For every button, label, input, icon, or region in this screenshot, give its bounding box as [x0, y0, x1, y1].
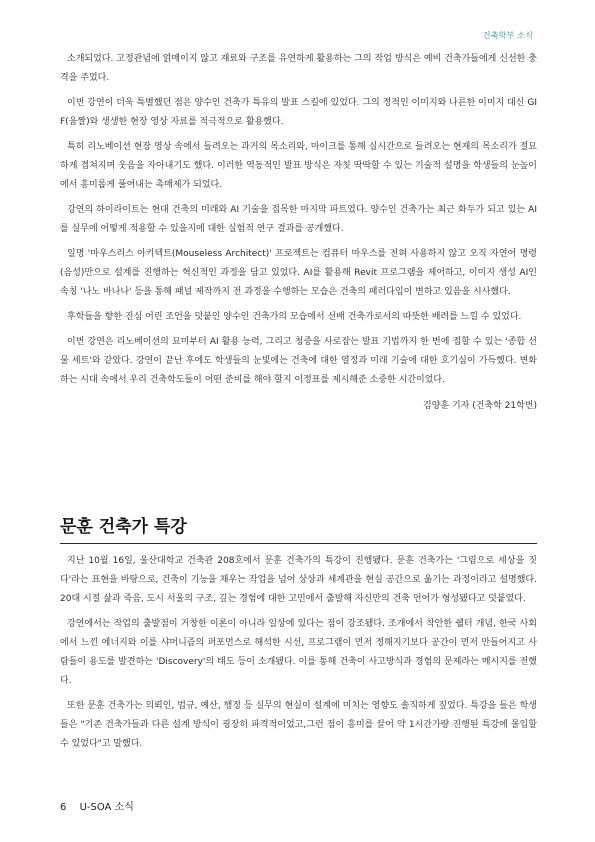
article-paragraph: 후학들을 향한 진심 어린 조언을 덧붙인 양수인 건축가의 모습에서 선배 건축가로서의 따뜻한 배려를 느낄 수 있었다.	[67, 312, 522, 322]
title-divider	[60, 543, 537, 544]
article-paragraph: 이번 강연은 리노베이션의 묘미부터 AI 활용 능력, 그리고 청중을 사로잡는 발표 기법까지 한 번에 접할 수 있는 '종합 선물 세트'와 같았다. 강연이 끝난 후에도 학생들의 눈빛에는 건축에 대한 열정과 미래 기술에 대한 호기심이 가득했다. 변화하는 시대 속에서 우리 건축학도들이 어떤 준비를 해야 할지 이정표를 제시해준 소중한 시간이었다.	[60, 337, 537, 385]
publication-name: U-SOA 소식	[79, 802, 134, 813]
article-body	[60, 552, 537, 760]
article-paragraph: 강연의 하이라이트는 현대 건축의 미래와 AI 기술을 접목한 마지막 파트였다. 양수인 건축가는 최근 화두가 되고 있는 AI를 실무에 어떻게 적용할 수 있을지에 대한 실험적 연구 결과를 공개했다.	[60, 205, 537, 234]
article-paragraph: 일명 '마우스리스 아키텍트(Mouseless Architect)' 프로젝트는 컴퓨터 마우스를 전혀 사용하지 않고 오직 자연어 명령(음성)만으로 설계를 진행하는 혁신적인 과정을 담고 있었다. AI를 활용해 Revit 프로그램을 제어하고, 이미지 생성 AI인 속칭 '나노 바나나' 등을 통해 패널 제작까지 전 과정을 수행하는 모습은 건축의 패러다임이 변하고 있음을 시사했다.	[60, 249, 537, 297]
section-header: 건축학부 소식	[482, 31, 533, 40]
page-number: 6	[60, 802, 67, 813]
article-paragraph: 또한 문훈 건축가는 의뢰인, 법규, 예산, 행정 등 실무의 현실이 설계에 미치는 영향도 솔직하게 짚었다. 특강을 들은 학생들은 "기존 건축가들과 다른 설계 방식이 굉장히 파격적이었고,그런 점이 흥미를 끌어 약 1시간가량 진행된 특강에 몰입할 수 있었다"고 말했다.	[60, 701, 537, 749]
article-paragraph: 특히 리노베이션 현장 영상 속에서 들려오는 과거의 목소리와, 마이크를 통해 실시간으로 들려오는 현재의 목소리가 절묘하게 겹쳐지며 웃음을 자아내기도 했다. 이러한 역동적인 발표 방식은 자칫 딱딱할 수 있는 기술적 설명을 학생들의 눈높이에서 흥미롭게 풀어내는 촉매제가 되었다.	[60, 142, 537, 190]
article-paragraph: 지난 10월 16일, 울산대학교 건축관 208호에서 문훈 건축가의 특강이 진행됐다. 문훈 건축가는 '그림으로 세상을 짓다'라는 표현을 바탕으로, 건축이 기능을 채우는 작업을 넘어 상상과 세계관을 현실 공간으로 옮기는 과정이라고 설명했다. 20대 시절 삶과 죽음, 도시 서울의 구조, 깊는 경험에 대한 고민에서 출발해 자신만의 건축 언어가 형성됐다고 덧붙였다.	[60, 556, 537, 604]
author-byline: 김양훈 기자 (건축학 21학번)	[423, 401, 537, 411]
article-title: 문훈 건축가 특강	[60, 517, 187, 537]
article-continued	[60, 50, 537, 411]
article-paragraph: 이번 강연이 더욱 특별했던 점은 양수인 건축가 특유의 발표 스킬에 있었다. 그의 정적인 이미지와 나른한 이미지 대신 GIF(움짤)와 생생한 현장 영상 자료를 적극적으로 활용했다.	[60, 98, 537, 127]
article-paragraph: 강연에서는 작업의 출발점이 거창한 이론이 아니라 일상에 있다는 점이 강조됐다. 조개에서 착안한 쉘터 개념, 한국 사회에서 느낀 에너지와 이를 샤머니즘의 퍼포먼스로 해석한 시선, 프로그램이 먼저 정해지기보다 공간이 먼저 만들어지고 사람들이 용도를 발견하는 'Discovery'의 태도 등이 소개됐다. 이를 통해 건축이 사고방식과 경험의 문제라는 메시지를 전했다.	[60, 619, 537, 686]
page-footer	[60, 798, 134, 813]
article-paragraph: 소개되었다. 고정관념에 얽매이지 않고 재료와 구조를 유연하게 활용하는 그의 작업 방식은 예비 건축가들에게 신선한 충격을 주었다.	[60, 54, 537, 83]
